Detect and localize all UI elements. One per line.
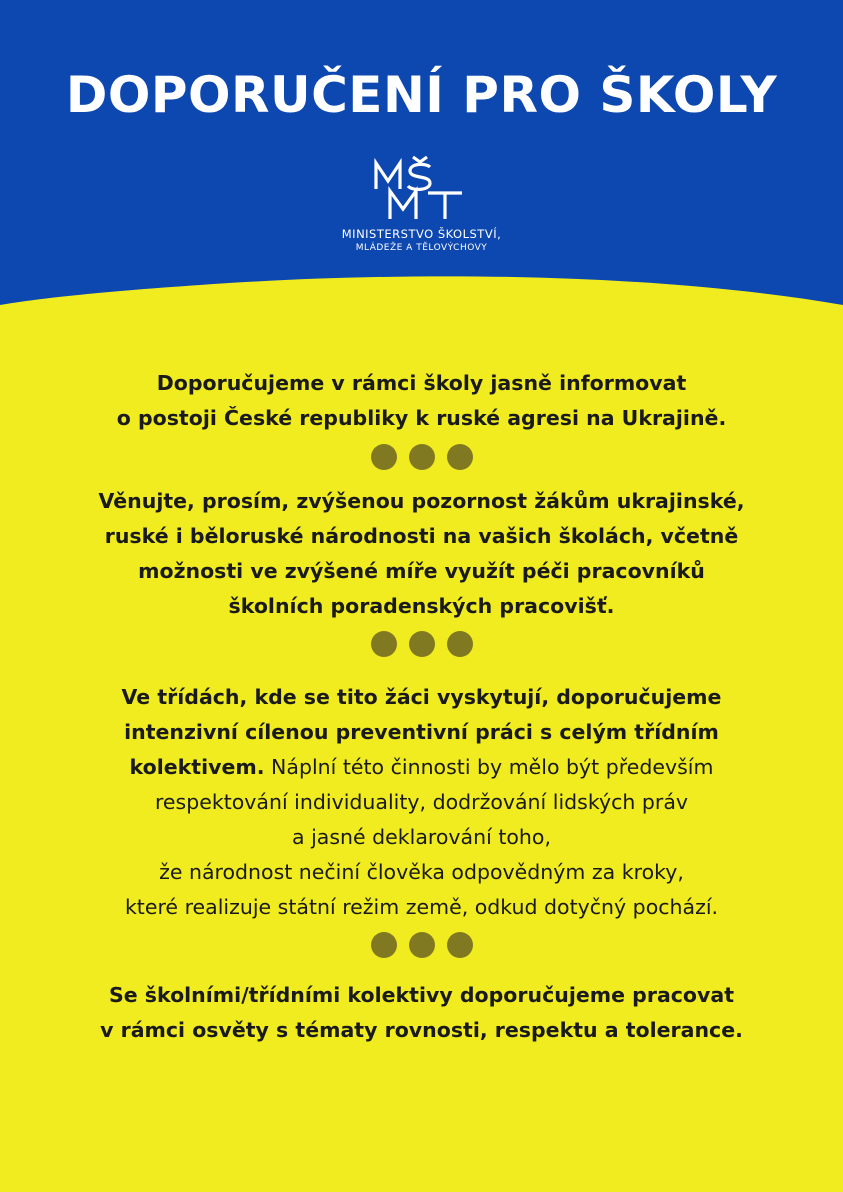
recommendation-3-line-5: a jasné deklarování toho,: [292, 825, 551, 849]
recommendation-1: [60, 366, 783, 436]
recommendation-3-line-2: intenzivní cílenou preventivní práci s celým třídním: [124, 720, 719, 744]
msmt-logo: [300, 155, 543, 255]
separator-dot: [409, 932, 435, 958]
recommendation-2-line-4: školních poradenských pracovišť.: [228, 594, 615, 618]
separator-dot: [371, 932, 397, 958]
recommendation-2-line-1: Věnujte, prosím, zvýšenou pozornost žákům ukrajinské,: [98, 489, 745, 513]
recommendation-3-line-1: Ve třídách, kde se tito žáci vyskytují, doporučujeme: [121, 685, 722, 709]
recommendation-4: [60, 978, 783, 1048]
logo-text-line-1: MINISTERSTVO ŠKOLSTVÍ,: [341, 227, 502, 241]
recommendation-3-line-7: které realizuje státní režim země, odkud dotyčný pochází.: [124, 895, 719, 919]
page-title: DOPORUČENÍ PRO ŠKOLY: [65, 66, 778, 124]
recommendation-3-line-3-rest: Náplní této činnosti by mělo být především: [264, 755, 714, 779]
recommendation-3-line-6: že národnost nečiní člověka odpovědným za kroky,: [159, 860, 684, 884]
separator-dot: [371, 631, 397, 657]
separator-dot: [447, 631, 473, 657]
logo-text-line-2: MLÁDEŽE A TĚLOVÝCHOVY: [355, 243, 488, 253]
recommendation-1-line-2: o postoji České republiky k ruské agresi na Ukrajině.: [116, 406, 727, 430]
recommendation-3-line-4: respektování individuality, dodržování lidských práv: [154, 790, 689, 814]
dot-separator-3: [0, 932, 843, 958]
separator-dot: [447, 444, 473, 470]
dot-separator-2: [0, 631, 843, 657]
recommendation-2: [60, 484, 783, 624]
separator-dot: [409, 631, 435, 657]
separator-dot: [371, 444, 397, 470]
msmt-logo-mark: [370, 155, 470, 221]
recommendation-4-line-2: v rámci osvěty s tématy rovnosti, respektu a tolerance.: [100, 1018, 743, 1042]
recommendation-3: [60, 680, 783, 925]
recommendation-1-line-1: Doporučujeme v rámci školy jasně informovat: [156, 371, 687, 395]
dot-separator-1: [0, 444, 843, 470]
separator-dot: [409, 444, 435, 470]
recommendation-4-line-1: Se školními/třídními kolektivy doporučujeme pracovat: [108, 983, 735, 1007]
recommendation-2-line-3: možnosti ve zvýšené míře využít péči pracovníků: [138, 559, 705, 583]
separator-dot: [447, 932, 473, 958]
recommendation-2-line-2: ruské i běloruské národnosti na vašich školách, včetně: [104, 524, 739, 548]
recommendation-3-line-3-bold: kolektivem.: [129, 755, 265, 779]
